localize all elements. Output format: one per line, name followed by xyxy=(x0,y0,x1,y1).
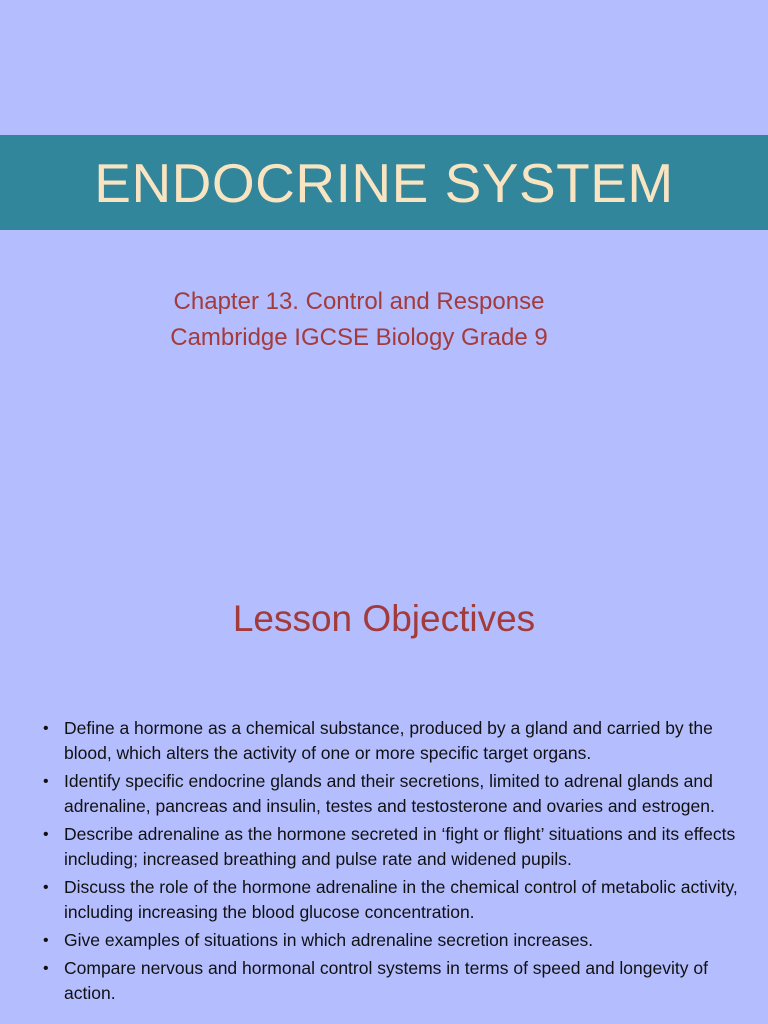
objectives-slide xyxy=(0,512,768,1024)
slide-title: ENDOCRINE SYSTEM xyxy=(94,151,674,214)
bullet-icon: • xyxy=(43,932,49,949)
list-item xyxy=(40,928,740,953)
bullet-icon: • xyxy=(43,826,49,843)
bullet-icon: • xyxy=(43,960,49,977)
subtitle-chapter: Chapter 13. Control and Response xyxy=(173,288,545,315)
objective-text: Discuss the role of the hormone adrenaline in the chemical control of metabolic activity, including increasing the blood glucose concentration. xyxy=(64,877,738,922)
list-item xyxy=(40,956,740,1006)
bullet-icon: • xyxy=(43,879,49,896)
list-item xyxy=(40,822,740,872)
list-item xyxy=(40,769,740,819)
objective-text: Compare nervous and hormonal control systems in terms of speed and longevity of action. xyxy=(64,958,708,1003)
objectives-heading: Lesson Objectives xyxy=(232,598,536,639)
objective-text: Describe adrenaline as the hormone secreted in ‘fight or flight’ situations and its effects including; increased breathing and pulse rate and widened pupils. xyxy=(64,824,736,869)
objective-text: Define a hormone as a chemical substance, produced by a gland and carried by the blood, which alters the activity of one or more specific target organs. xyxy=(64,718,713,763)
title-band xyxy=(0,135,768,230)
list-item xyxy=(40,875,740,925)
objective-text: Identify specific endocrine glands and their secretions, limited to adrenal glands and adrenaline, pancreas and insulin, testes and testosterone and ovaries and estrogen. xyxy=(64,771,715,816)
slide-subtitle xyxy=(0,284,718,356)
bullet-icon: • xyxy=(43,773,49,790)
bullet-icon: • xyxy=(43,720,49,737)
objectives-list xyxy=(40,716,740,1009)
list-item xyxy=(40,716,740,766)
objective-text: Give examples of situations in which adrenaline secretion increases. xyxy=(64,930,594,950)
subtitle-course: Cambridge IGCSE Biology Grade 9 xyxy=(170,324,548,351)
